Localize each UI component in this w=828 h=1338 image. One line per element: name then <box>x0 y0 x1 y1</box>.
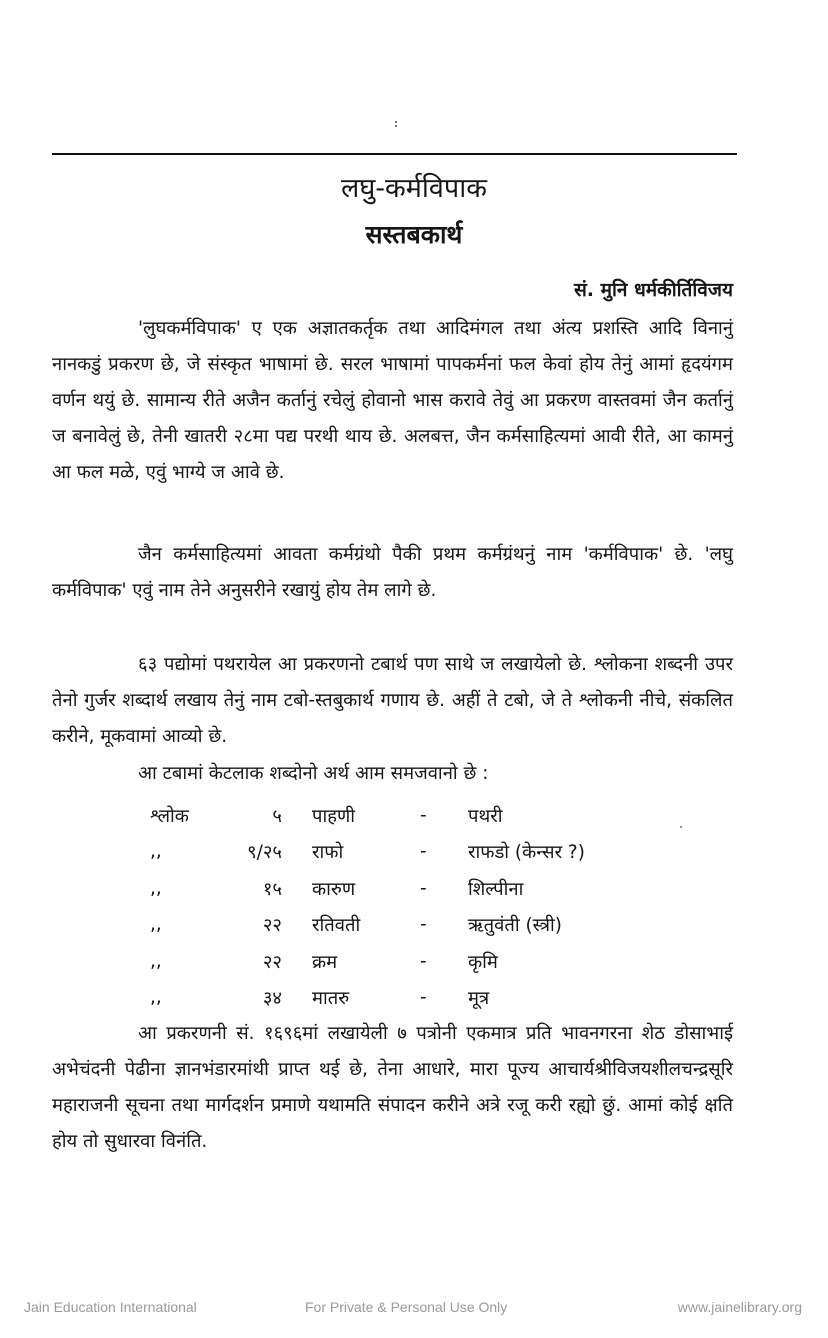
glossary-label: ,, <box>150 877 162 899</box>
glossary-dash: - <box>420 877 427 899</box>
glossary-label: श्लोक <box>150 805 189 827</box>
glossary-verse-number: ९/२५ <box>247 842 282 864</box>
glossary-label: ,, <box>150 841 162 863</box>
glossary-word: मातरु <box>312 988 350 1010</box>
glossary-dash: - <box>420 914 427 936</box>
glossary-word: रतिवती <box>312 915 361 937</box>
glossary-verse-number: २२ <box>262 951 282 973</box>
glossary-meaning: राफडो (केन्सर ?) <box>468 842 585 864</box>
paragraph-tabartha: ६३ पद्योमां पथरायेल आ प्रकरणनो टबार्थ पण साथे ज लखायेलो छे. श्लोकना शब्दनी उपर तेनो गुर्जर शब्दार्थ लखाय तेनुं नाम टबो-स्तबुकार्थ गणाय छे. अहीं ते टबो, जे ते श्लोकनी नीचे, संकलित करीने, मूकवामां आव्यो छे. <box>52 654 733 747</box>
glossary-word: पाहणी <box>312 805 356 827</box>
glossary-label: ,, <box>150 914 162 936</box>
glossary-dash: - <box>420 841 427 863</box>
glossary-label: ,, <box>150 950 162 972</box>
header-rule <box>52 153 737 155</box>
footer-usage-notice: For Private & Personal Use Only <box>305 1299 508 1315</box>
glossary-meaning: मूत्र <box>468 988 490 1010</box>
glossary-meaning: ऋतुवंती (स्त्री) <box>468 915 562 937</box>
footer-website-link[interactable]: www.jainelibrary.org <box>677 1299 802 1315</box>
document-title: लघु-कर्मविपाक <box>341 173 487 204</box>
glossary-meaning: कृमि <box>468 951 498 973</box>
glossary-row <box>150 797 710 834</box>
glossary-verse-number: ३४ <box>262 988 282 1010</box>
glossary-meaning: पथरी <box>468 805 503 827</box>
glossary-verse-number: २२ <box>262 915 282 937</box>
glossary-row <box>150 907 710 944</box>
glossary-row <box>150 870 710 907</box>
glossary-row <box>150 943 710 980</box>
paragraph-manuscript-source: आ प्रकरणनी सं. १६९६मां लखायेली ७ पत्रोनी एकमात्र प्रति भावनगरना शेठ डोसाभाई अभेचंदनी पेढीना ज्ञानभंडारमांथी प्राप्त थई छे, तेना आधारे, मारा पूज्य आचार्यश्रीविजयशीलचन्द्रसूरि महाराजनी सूचना तथा मार्गदर्शन प्रमाणे यथामति संपादन करीने अत्रे रजू करी रह्यो छुं. आमां कोई क्षति होय तो सुधारवा विनंति. <box>52 1023 733 1152</box>
glossary-row <box>150 980 710 1017</box>
glossary-dash: - <box>420 804 427 826</box>
glossary-word: कारुण <box>312 878 356 900</box>
document-subtitle: सस्तबकार्थ <box>365 220 463 249</box>
glossary-dash: - <box>420 987 427 1009</box>
glossary-word: राफो <box>312 842 344 864</box>
glossary-word: क्रम <box>312 951 338 973</box>
glossary-meaning: शिल्पीना <box>468 878 524 900</box>
scan-artifact-mark <box>395 121 397 127</box>
glossary-table <box>150 797 710 1016</box>
glossary-intro: आ टबामां केटलाक शब्दोनो अर्थ आम समजवानो छे : <box>138 763 489 784</box>
glossary-verse-number: ५ <box>272 805 282 827</box>
glossary-verse-number: १५ <box>262 878 282 900</box>
paragraph-intro: 'लुघकर्मविपाक' ए एक अज्ञातकर्तृक तथा आदिमंगल तथा अंत्य प्रशस्ति आदि विनानुं नानकडुं प्रकरण छे, जे संस्कृत भाषामां छे. सरल भाषामां पापकर्मनां फल केवां होय तेनुं आमां हृदयंगम वर्णन थयुं छे. सामान्य रीते अजैन कर्तानुं रचेलुं होवानो भास करावे तेवुं आ प्रकरण वास्तवमां जैन कर्तानुं ज बनावेलुं छे, तेनी खातरी २८मा पद्य परथी थाय छे. अलबत्त, जैन कर्मसाहित्यमां आवी रीते, आ कामनुं आ फल मळे, एवुं भाग्ये ज आवे छे. <box>52 318 733 483</box>
editor-credit: सं. मुनि धर्मकीर्तिविजय <box>573 279 733 301</box>
footer-publisher: Jain Education International <box>24 1299 197 1315</box>
paragraph-karmagrantha: जैन कर्मसाहित्यमां आवता कर्मग्रंथो पैकी प्रथम कर्मग्रंथनुं नाम 'कर्मविपाक' छे. 'लघु कर्मविपाक' एवुं नाम तेने अनुसरीने रखायुं होय तेम लागे छे. <box>52 544 733 601</box>
glossary-row <box>150 834 710 871</box>
glossary-dash: - <box>420 950 427 972</box>
glossary-label: ,, <box>150 987 162 1009</box>
